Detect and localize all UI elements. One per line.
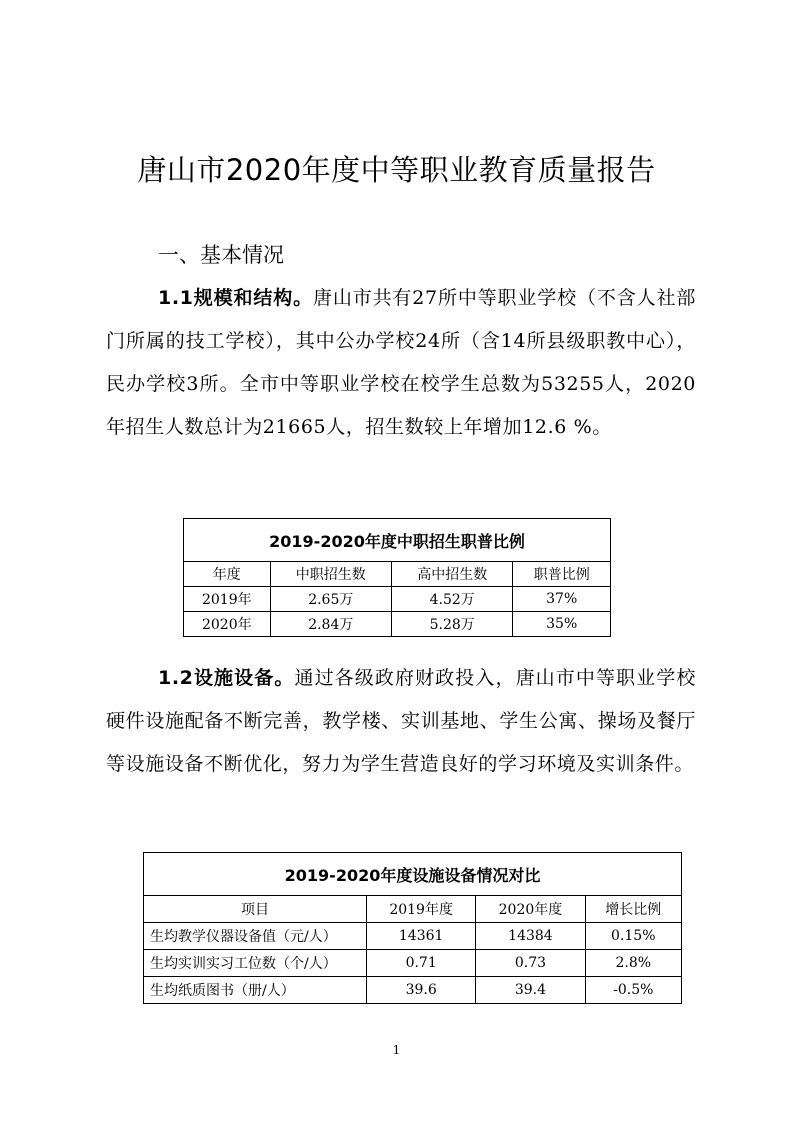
table-row [144,923,682,950]
paragraph-facilities [106,657,696,786]
table-cell: 0.71 [367,950,476,977]
column-header: 2020年度 [476,896,585,923]
table-cell: 生均教学仪器设备值（元/人） [144,923,367,950]
table-row [144,977,682,1004]
table-cell: -0.5% [585,977,681,1004]
table-cell: 2019年 [184,587,271,612]
table-row [184,587,611,612]
table-caption: 2019-2020年度设施设备情况对比 [144,853,682,896]
paragraph-label: 1.2设施设备。 [158,667,295,689]
page-title: 唐山市2020年度中等职业教育质量报告 [137,153,656,187]
column-header: 项目 [144,896,367,923]
table-cell: 5.28万 [392,612,513,637]
section-heading: 一、基本情况 [158,243,284,267]
table-cell: 2.65万 [270,587,391,612]
table-caption: 2019-2020年度中职招生职普比例 [184,519,611,562]
paragraph-label: 1.1规模和结构。 [158,287,313,309]
table-cell: 生均纸质图书（册/人） [144,977,367,1004]
column-header: 2019年度 [367,896,476,923]
table-cell: 0.73 [476,950,585,977]
table-cell: 39.6 [367,977,476,1004]
enrollment-ratio-table [183,518,611,637]
table-header-row [144,896,682,923]
table-cell: 2020年 [184,612,271,637]
table-cell: 37% [513,587,611,612]
paragraph-scale-structure [106,277,696,449]
column-header: 高中招生数 [392,562,513,587]
table-header-row [184,562,611,587]
column-header: 中职招生数 [270,562,391,587]
paragraph-text: 唐山市共有27所中等职业学校（不含人社部门所属的技工学校），其中公办学校24所（含14所县级职教中心），民办学校3所。全市中等职业学校在校学生总数为53255人，2020年招生人数总计为21665人，招生数较上年增加12.6 %。 [106,287,696,438]
table-row [184,612,611,637]
table-cell: 14361 [367,923,476,950]
table-cell: 0.15% [585,923,681,950]
table-cell: 35% [513,612,611,637]
facilities-comparison-table [143,852,682,1004]
table-cell: 39.4 [476,977,585,1004]
table-cell: 2.84万 [270,612,391,637]
table-cell: 生均实训实习工位数（个/人） [144,950,367,977]
table-cell: 14384 [476,923,585,950]
paragraph-text: 通过各级政府财政投入，唐山市中等职业学校硬件设施配备不断完善，教学楼、实训基地、学生公寓、操场及餐厅等设施设备不断优化，努力为学生营造良好的学习环境及实训条件。 [106,667,696,775]
column-header: 增长比例 [585,896,681,923]
column-header: 年度 [184,562,271,587]
table-cell: 4.52万 [392,587,513,612]
table-row [144,950,682,977]
table-cell: 2.8% [585,950,681,977]
column-header: 职普比例 [513,562,611,587]
page-number: 1 [392,1043,401,1057]
